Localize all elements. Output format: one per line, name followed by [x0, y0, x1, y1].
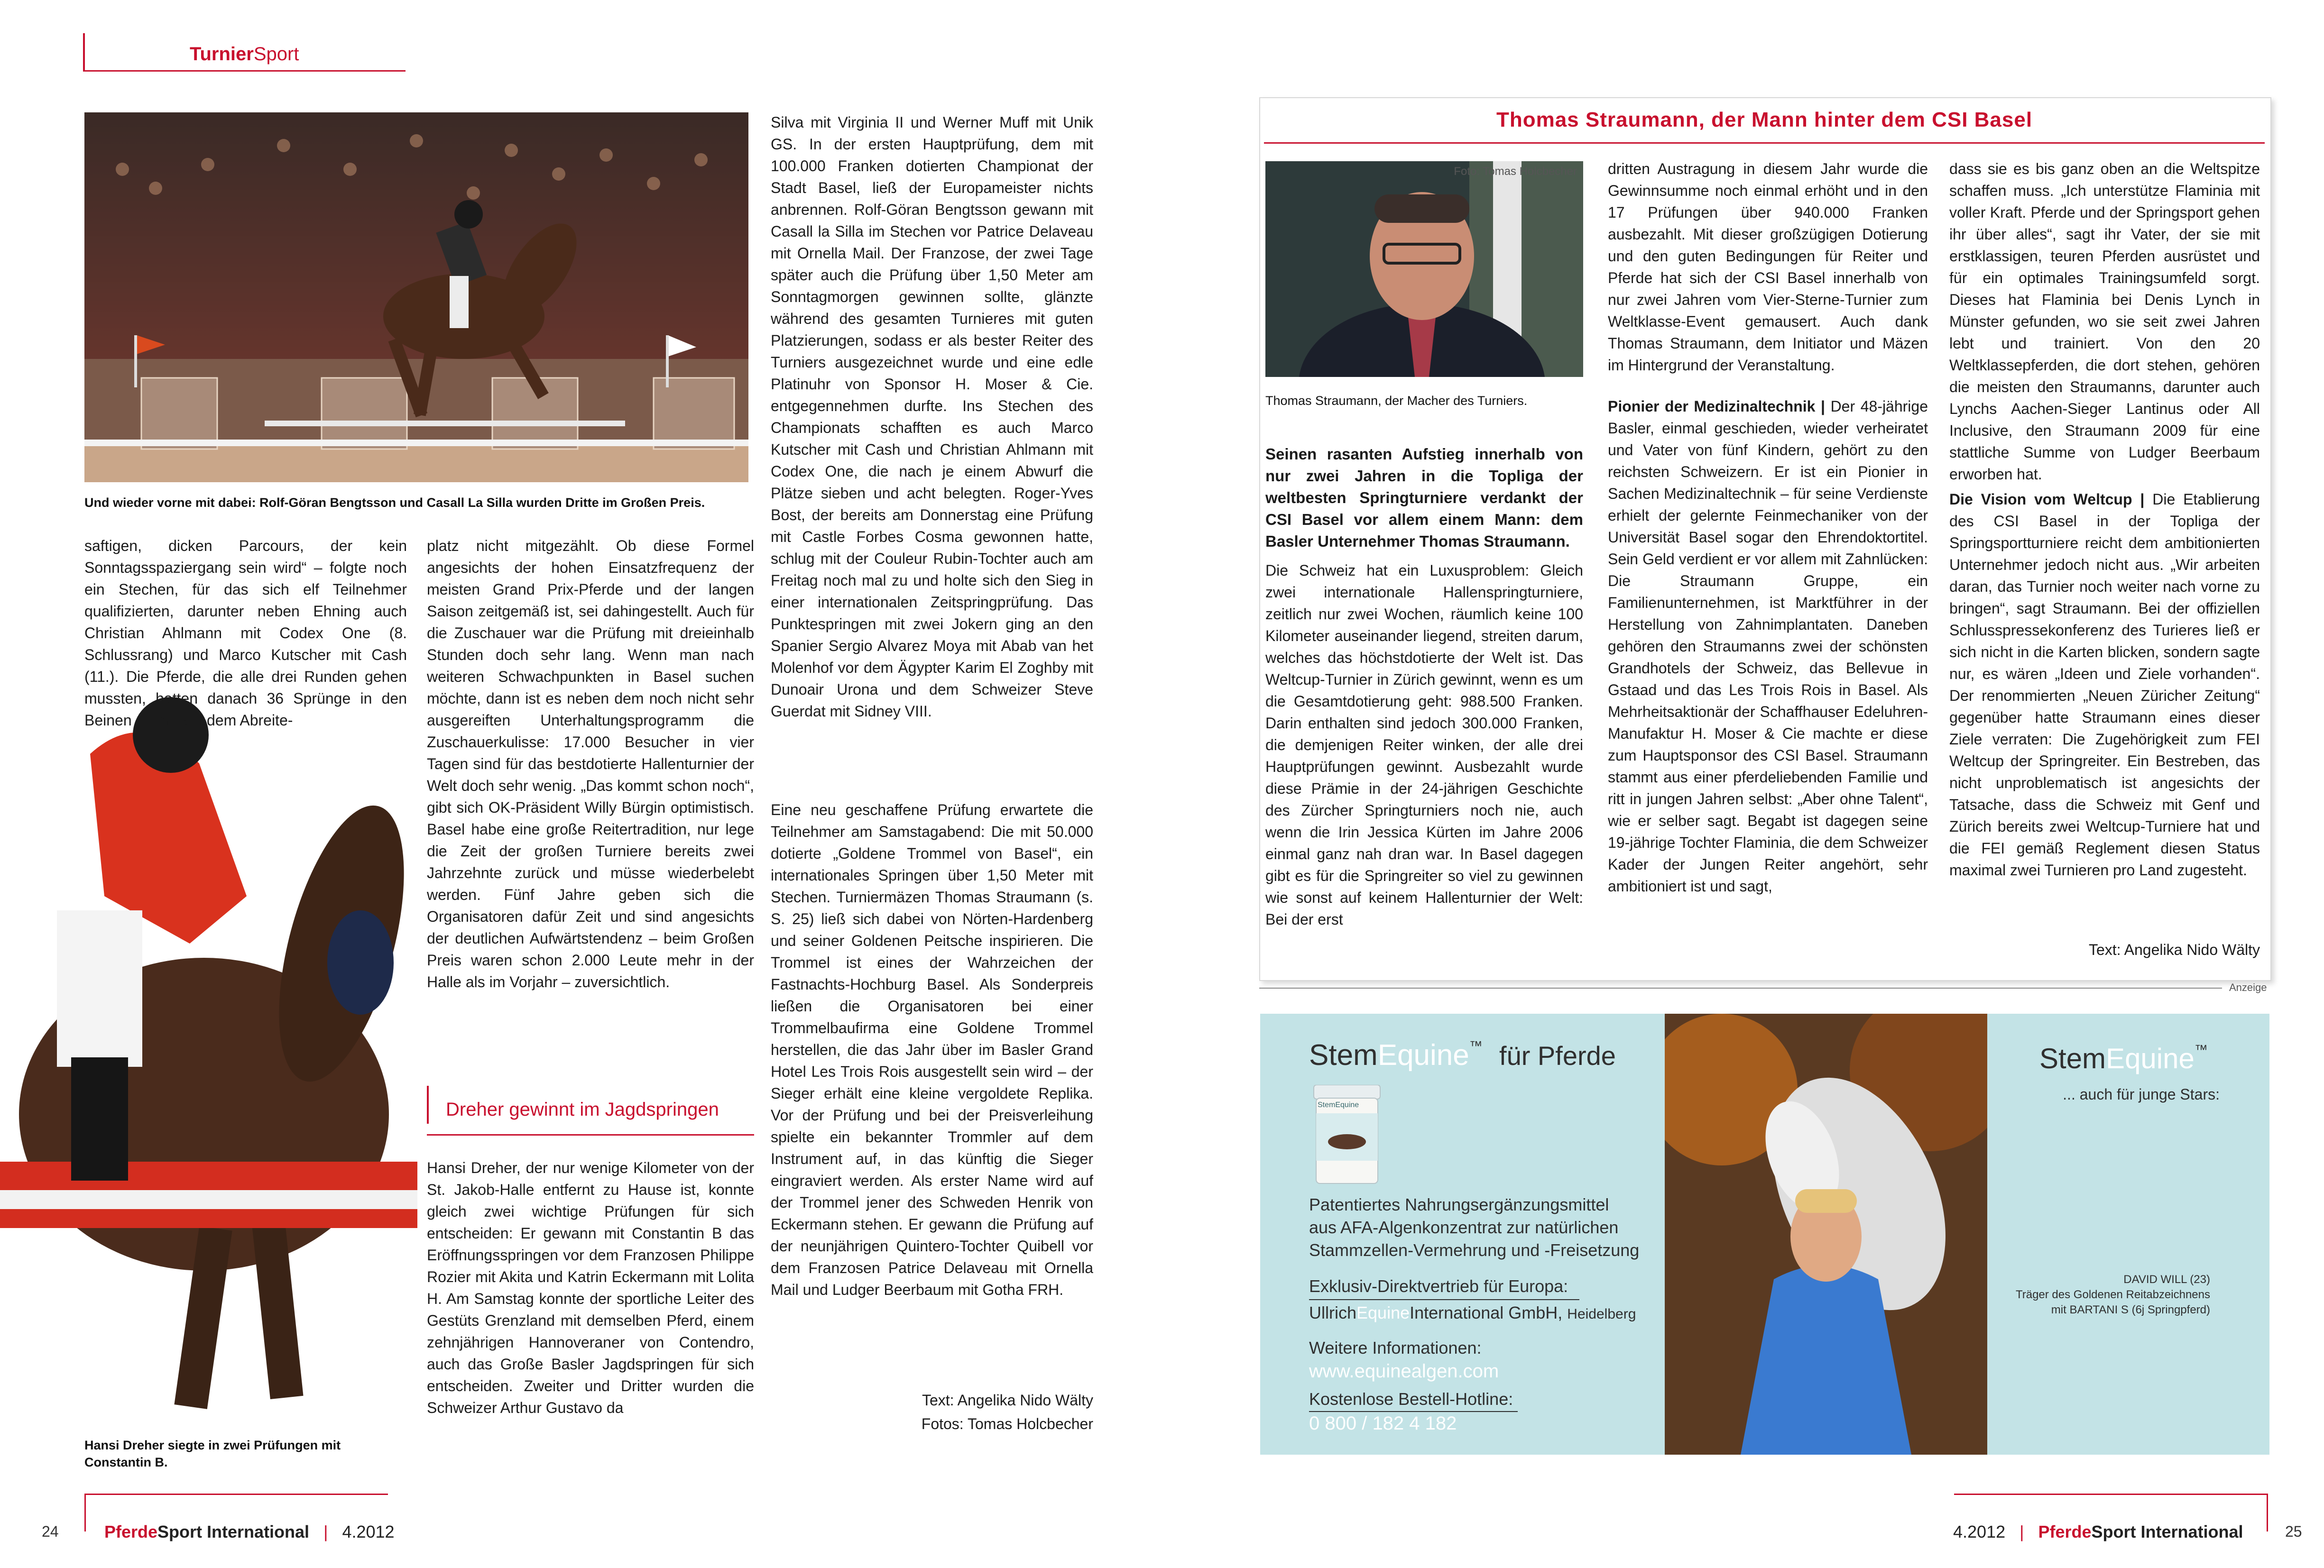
footer-left-rule-v	[84, 1494, 86, 1531]
product-tub	[1309, 1085, 1385, 1184]
footer-right-issue: 4.2012	[1953, 1522, 2006, 1541]
rider-illustration	[0, 697, 422, 1484]
ad-brand-equine: Equine	[1377, 1039, 1469, 1072]
box-column-2b-wrap	[1608, 395, 1928, 964]
photo-rider-with-horse	[1665, 1014, 1987, 1455]
box-column-2a: dritten Austragung in diesem Jahr wurde die Gewinnsumme noch einmal erhöht und in den 17 Prüfungen über 940.000 Franken ausbezahlt. Mit dieser großzügigen Dotierung und den guten Bedingungen für Reiter und Pferde hat sich der CSI Basel innerhalb von nur zwei Jahren vom Vier-Sterne-Turnier zum Weltklasse-Event gemausert. Auch dank Thomas Straumann, dem Initiator und Mäzen im Hintergrund der Veranstaltung.	[1608, 160, 1928, 374]
ad-url[interactable]: www.equinealgen.com	[1309, 1361, 1499, 1382]
box-column-3a: dass sie es bis ganz oben an die Weltspitze schaffen muss. „Ich unterstütze Flaminia mit voller Kraft. Pferde und der Springsport gehen ihr über alles“, sagt ihr Vater, der sie mit erstklassigen, teuren Pferden ausrüstet und für ein optimales Trainingsumfeld sorgt. Dieses hat Flaminia bei Denis Lynch in Münster gefunden, wo sie seit zwei Jahren lebt und trainiert. Von den 20 Weltklassepferden, die dort stehen, gehören die meisten den Straumanns, darunter auch Lynchs Aachen-Sieger Lantinus oder All Inclusive, den Straumann 2009 für eine stattliche Summe von Ludger Beerbaum erworben hat.	[1949, 160, 2260, 483]
ad-info: Weitere Informationen:	[1309, 1338, 1482, 1357]
footer-left-rule-h	[84, 1494, 388, 1495]
footer-left-brand	[104, 1522, 395, 1542]
portrait-illustration	[1265, 161, 1583, 377]
ad-rider-line-3: mit BARTANI S (6j Springpferd)	[2051, 1303, 2210, 1316]
anzeige-label: Anzeige	[2229, 981, 2267, 993]
footer-left-separator: |	[323, 1522, 328, 1541]
left-credit-photo: Fotos: Tomas Holcbecher	[921, 1415, 1093, 1432]
ad-company	[1309, 1303, 1636, 1323]
footer-right-page-number: 25	[2285, 1523, 2302, 1540]
footer-right-brand-bold: Pferde	[2038, 1522, 2092, 1541]
ad-phone[interactable]: 0 800 / 182 4 182	[1309, 1413, 1457, 1434]
ad-brand-tm: ™	[1469, 1038, 1483, 1053]
photo2-caption: Hansi Dreher siegte in zwei Prüfungen mit Constantin B.	[84, 1438, 341, 1469]
ad-hotline-rule	[1309, 1411, 1518, 1412]
photo-credit: Foto: Tomas Holcbecher	[1454, 165, 1577, 178]
footer-right-brand-rest: Sport International	[2091, 1522, 2243, 1541]
box-title-rule	[1264, 142, 2265, 144]
ad-rider-line-2: Träger des Goldenen Reitabzeichnens	[2015, 1288, 2210, 1301]
box-credit: Text: Angelika Nido Wälty	[2088, 941, 2260, 958]
header-rule	[83, 70, 406, 72]
box-subhead-medtech: Pionier der Medizinaltechnik |	[1608, 398, 1825, 415]
ad-company-post: International GmbH,	[1410, 1303, 1563, 1322]
ad-hotline: Kostenlose Bestell-Hotline:	[1309, 1389, 1513, 1409]
ad-right-brand	[2039, 1042, 2208, 1075]
left-subhead-underline	[427, 1134, 754, 1136]
left-column-3b: Eine neu geschaffene Prüfung erwartete die Teilnehmer am Samstagabend: Die mit 50.000 dotierte „Goldene Trommel von Basel“, ein internationales Springen über 1,50 Meter mit Stechen. Turniermäzen Thomas Straumann (s. S. 25) ließ sich dabei von Nörten-Hardenberg und seiner Goldenen Peitsche inspirieren. Die Trommel ist eines der Wahrzeichen der Fastnachts-Hochburg Basel. Als Sonderpreis ließen die Organisatoren bei einer Trommelbaufirma eine Goldene Trommel herstellen, die das Jahr über im Basler Grand Hotel Les Trois Rois ausgestellt sein wird – der Sieger erhält eine kleine vergoldete Replika. Vor der Prüfung und bei der Preisverleihung spielte ein bekannter Trommler auf dem Instrument auf, in das künftig die Sieger eingraviert werden. Als erster Name wird auf der Trommel jener des Schweden Henrik von Eckermann stehen. Er gewann die Prüfung auf der neunjährigen Quintero-Tochter Quibell vor dem Franzosen Patrice Delaveau mit Ornella Mail und Ludger Beerbaum mit Gotha FRH.	[771, 801, 1093, 1298]
tub-label: StemEquine	[1318, 1101, 1359, 1109]
portrait-caption: Thomas Straumann, der Macher des Turniers.	[1265, 394, 1528, 408]
footer-right-separator: |	[2020, 1522, 2024, 1541]
photo-thomas-straumann	[1265, 161, 1583, 377]
left-column-2b: Hansi Dreher, der nur wenige Kilometer von der St. Jakob-Halle entfernt zu Hause ist, konnte gleich zwei wichtige Prüfungen für sich entscheiden: Er gewann mit Constantin B das Eröffnungsspringen vor dem Franzosen Philippe Rozier mit Akita und Katrin Eckermann mit Lolita H. Am Samstag konnte der sportliche Leiter des Gestüts Grenzland mit demselben Pferd, einem zehnjährigen Hannoveraner von Contendro, auch das Große Basler Jagdspringen für sich entscheiden. Zweiter und Dritter wurden die Schweizer Arthur Gustavo da	[427, 1159, 754, 1416]
ad-line-1: Patentiertes Nahrungsergänzungsmittel	[1309, 1195, 1609, 1214]
left-credit-text: Text: Angelika Nido Wälty	[922, 1392, 1093, 1409]
ad-rider-name: DAVID WILL (23)	[2123, 1273, 2210, 1286]
ad-photo-illustration	[1665, 1014, 1987, 1455]
footer-left-issue: 4.2012	[342, 1522, 395, 1541]
ad-right-sub: ... auch für junge Stars:	[2063, 1086, 2220, 1103]
arena-illustration	[84, 112, 748, 482]
box-column-2b: Der 48-jährige Basler, einmal geschieden, wieder verheiratet und Vater von fünf Kindern, gehört zu den reichsten Schweizern. Er ist ein Pionier in Sachen Medizinaltechnik – für seine Verdienste erhielt der gelernte Feinmechaniker von der Universität Basel sogar den Ehrendoktortitel. Sein Geld verdient er vor allem mit Zahnlücken: Die Straumann Gruppe, ein Familienunternehmen, ist Marktführer in der Herstellung von Zahnimplantaten. Daneben gehören den Straumanns zwei der schönsten Grandhotels der Schweiz, das Bellevue in Gstaad und das Les Trois Rois in Basel. Als Mehrheitsaktionär der Schaffhauser Edeluhren-Manufaktur H. Moser & Cie machte er diese zum Hauptsponsor des CSI Basel. Straumann stammt aus einer pferdeliebenden Familie und ritt in jungen Jahren selbst: „Aber ohne Talent“, wie er selber sagt. Begabt ist dagegen seine 19-jährige Tochter Flaminia, die dem Schweizer Kader der Jungen Reiter angehört, sehr ambitioniert ist und sagt,	[1608, 398, 1928, 895]
box-column-1: Die Schweiz hat ein Luxusproblem: Gleich zwei internationale Hallenspringturniere, zeitlich nur zwei Wochen, räumlich keine 100 Kilometer auseinander liegend, streiten darum, welches das höchstdotierte der Welt ist. Das Weltcup-Turnier in Zürich gewinnt, wenn es um die Gesamtdotierung geht: 988.500 Franken. Darin enthalten sind jedoch 300.000 Franken, die demjenigen Reiter winken, der alle drei Hauptprüfungen gewinnt. Ausbezahlt wurde diese Prämie in der 24-jährigen Geschichte des Zürcher Springturniers noch nie, auch wenn die Irin Jessica Kürten im Jahre 2006 einmal ganz nah dran war. In Basel dagegen gibt es für die Springreiter so viel zu gewinnen wie sonst auf keinem Hallenturnier der Welt: Bei der erst	[1265, 562, 1583, 928]
left-subhead: Dreher gewinnt im Jagdspringen	[446, 1099, 719, 1120]
left-column-3: Silva mit Virginia II und Werner Muff mit Unik GS. In der ersten Hauptprüfung, dem mit 100.000 Franken dotierten Championat der Stadt Basel, ließ der Europameister nichts anbrennen. Rolf-Göran Bengtsson gewann mit Casall la Silla im Stechen vor Patrice Delaveau mit Ornella Mail. Der Franzose, der zwei Tage später auch die Prüfung über 1,50 Meter am Sonntagmorgen gewinnen sollte, glänzte während des gesamten Turnieres mit guten Platzierungen, sodass er als bester Reiter des Turniers ausgezeichnet wurde und eine edle Platinuhr von Sponsor H. Moser & Cie. entgegennehmen durfte. Ins Stechen des Championats schafften es auch Marco Kutscher mit Cash und Christian Ahlmann mit Codex One, die nach je einem Abwurf die Plätze sieben und acht belegten. Roger-Yves Bost, der bereits am Donnerstag eine Prüfung mit Castle Forbes Cosma gewonnen hatte, schlug mit der Couleur Rubin-Tochter auch am Freitag noch mal zu und holte sich den Sieg in einer internationalen Zeitspringprüfung. Das Punktespringen mit zwei Jokern ging an den Spanier Sergio Alvarez Moya mit Abab van het Molenhof vor dem Ägypter Karim El Zoghby mit Dunoair Urona und dem Schweizer Steve Guerdat mit Sidney VIII.	[771, 114, 1093, 720]
ad-fuer: für Pferde	[1499, 1041, 1616, 1071]
ad-company-city: Heidelberg	[1567, 1306, 1636, 1322]
anzeige-rule	[1259, 988, 2222, 989]
box-lead: Seinen rasanten Aufstieg innerhalb von nur zwei Jahren in die Topliga der weltbesten Springturniere verdankt der CSI Basel vor allem einem Mann: dem Basler Unternehmer Thomas Straumann.	[1265, 445, 1583, 550]
ad-right-brand-equine: Equine	[2106, 1043, 2195, 1074]
ad-company-pre: Ullrich	[1309, 1303, 1357, 1322]
photo1-caption: Und wieder vorne mit dabei: Rolf-Göran Bengtsson und Casall La Silla wurden Dritte im Großen Preis.	[84, 495, 705, 510]
footer-left-page-number: 24	[42, 1523, 59, 1540]
tub-illustration	[1309, 1085, 1385, 1184]
box-title: Thomas Straumann, der Mann hinter dem CSI Basel	[1496, 108, 2033, 131]
left-column-2a: platz nicht mitgezählt. Ob diese Formel angesichts der hohen Einsatzfrequenz der meisten Grand Prix-Pferde und der langen Saison zeitgemäß ist, sei dahingestellt. Auch für die Zuschauer war die Prüfung mit dreieinhalb Stunden doch sehr lang. Wenn man nach weiteren Schwachpunkten in Basel suchen möchte, dann ist es neben dem noch nicht sehr ausgereiften Unterhaltungsprogramm die Zuschauerkulisse: 17.000 Besucher in vier Tagen sind für das bestdotierte Hallenturnier der Welt doch sehr wenig. „Das kommt schon noch“, gibt sich OK-Präsident Willy Bürgin optimistisch. Basel habe eine große Reitertradition, nur lege die Zeit der großen Turniere bereits zwei Jahrzehnte zurück und müsse wiederbelebt werden. Fünf Jahre geben sich die Organisatoren dafür Zeit und sind angesichts der deutlichen Aufwärtstendenz – beim Großen Preis waren schon 2.000 Leute mehr in der Halle als im Vorjahr – zuversichtlich.	[427, 537, 754, 990]
section-label-bold: Turnier	[190, 44, 254, 64]
ad-company-mid: Equine	[1356, 1303, 1410, 1322]
left-column-1: saftigen, dicken Parcours, der kein Sonntagsspaziergang sein wird“ – folgte noch ein Stechen, für das sich elf Teilnehmer qualifizierten, darunter neben Ehning auch Christian Ahlmann mit Codex One (8. Schlussrang) und Marco Kutscher mit Cash (11.). Die Pferde, die alle drei Runden gehen mussten, hatten danach 36 Sprünge in den Beinen – jene auf dem Abreite-	[84, 537, 407, 729]
box-column-3b: Die Etablierung des CSI Basel in der Topliga der Springsportturniere reicht dem ambitionierten Unternehmer jedoch nicht aus. „Wir arbeiten daran, das Turnier noch weiter nach vorne zu bringen“, sagt Straumann. Bei der offiziellen Schlusspressekonferenz des Turieres ließ er sich nicht in die Karten blicken, sondern sagte nur, es wären „Ideen und Ziele vorhanden“. Der renommierten „Neuen Züricher Zeitung“ gegenüber hatte Straumann eines dieser Ziele verraten: Die Zugehörigkeit zum FEI Weltcup der Springreiter. Ein Bestreben, das nicht unproblematisch ist angesichts der Tatsache, dass die Schweiz mit Genf und Zürich bereits zwei Weltcup-Turniere hat und die FEI gemäß Reglement diesen Status maximal zwei Turnieren pro Land zugesteht.	[1949, 491, 2260, 879]
footer-right-rule-v	[2267, 1494, 2268, 1531]
ad-right-brand-stem: Stem	[2039, 1043, 2106, 1074]
ad-right-brand-tm: ™	[2194, 1042, 2208, 1057]
section-label	[190, 44, 299, 65]
box-subhead-vision: Die Vision vom Weltcup |	[1949, 491, 2145, 508]
photo-show-jumping-arena	[84, 112, 748, 482]
left-subhead-rule	[427, 1086, 429, 1124]
ad-exklusiv-rule	[1309, 1299, 1579, 1300]
ad-brand-stem: Stem	[1309, 1039, 1378, 1072]
ad-line-3: Stammzellen-Vermehrung und -Freisetzung	[1309, 1240, 1640, 1260]
footer-right-brand	[1953, 1522, 2243, 1542]
footer-left-brand-bold: Pferde	[104, 1522, 158, 1541]
box-column-3b-wrap	[1949, 488, 2260, 915]
section-label-light: Sport	[253, 44, 299, 64]
footer-right-rule-h	[1954, 1494, 2268, 1495]
ad-line-2: aus AFA-Algenkonzentrat zur natürlichen	[1309, 1218, 1619, 1237]
photo-rider-cutout	[0, 697, 422, 1484]
ad-brand	[1309, 1038, 1616, 1072]
ad-exklusiv: Exklusiv-Direktvertrieb für Europa:	[1309, 1276, 1568, 1296]
footer-left-brand-rest: Sport International	[157, 1522, 310, 1541]
header-rule-vertical	[83, 33, 85, 71]
